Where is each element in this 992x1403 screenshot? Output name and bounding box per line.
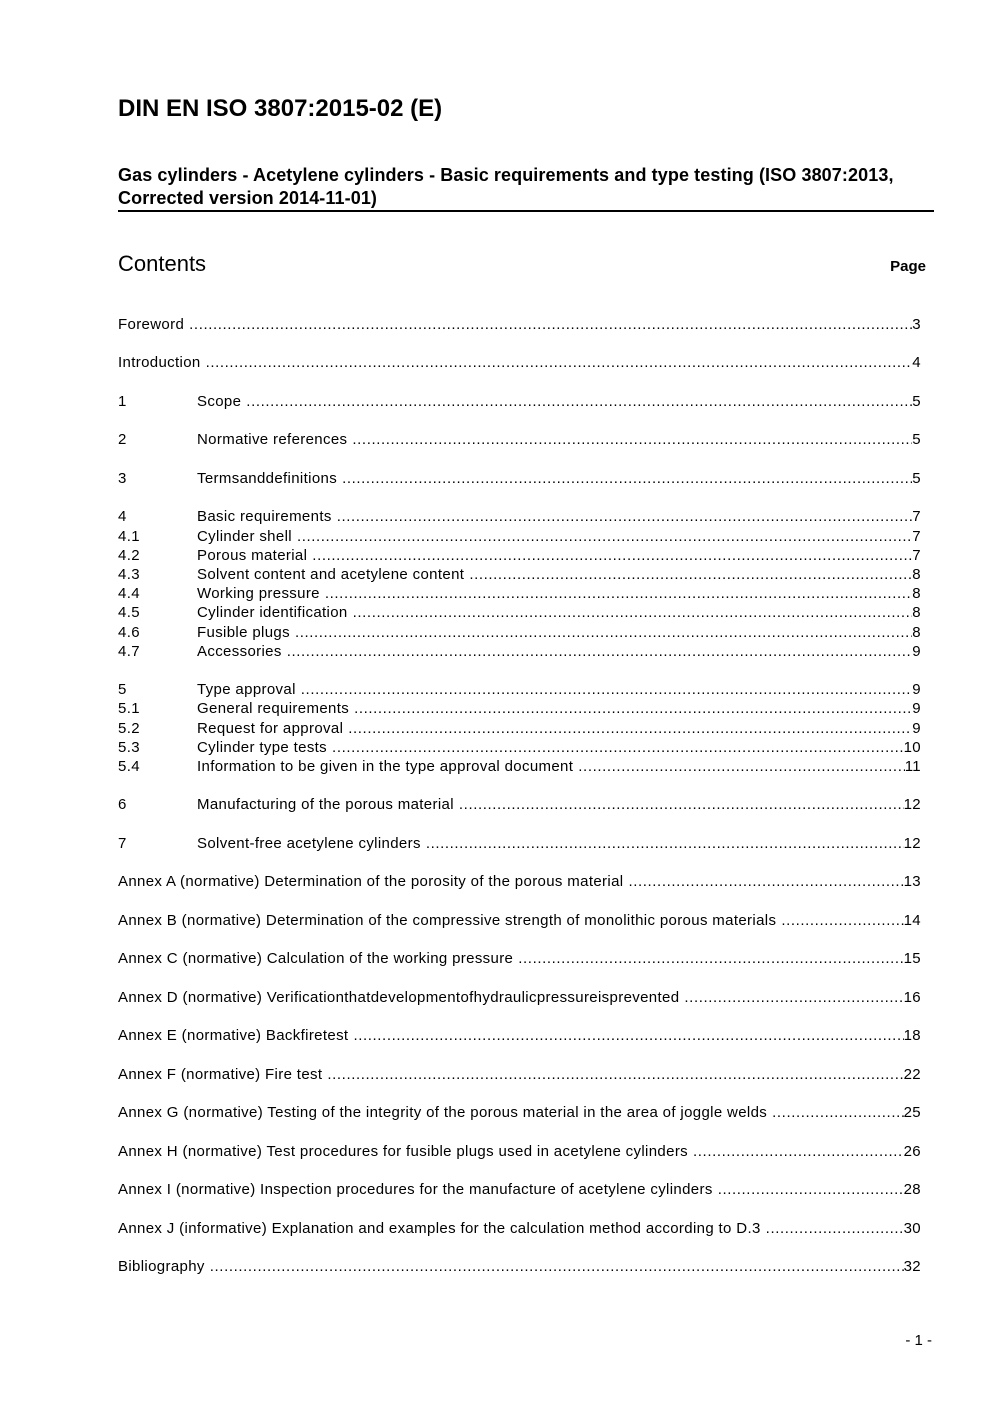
- toc-entry-page: 5: [912, 431, 921, 449]
- toc-entry[interactable]: [118, 795, 921, 814]
- toc-group: [118, 1180, 921, 1199]
- toc-entry-page: 22: [903, 1065, 921, 1083]
- toc-entry-page: 4: [912, 354, 921, 372]
- toc-entry-page: 25: [903, 1104, 921, 1122]
- toc-entry-title: Information to be given in the type approval document: [197, 757, 574, 775]
- dot-leader: [343, 719, 912, 738]
- dot-leader: [761, 1219, 904, 1238]
- toc-group: [118, 353, 921, 372]
- toc-entry-page: 12: [903, 834, 921, 852]
- dot-leader: [776, 911, 903, 930]
- toc-entry-number: 4.3: [118, 565, 140, 583]
- toc-entry[interactable]: [118, 1219, 921, 1238]
- toc-entry[interactable]: [118, 1257, 921, 1276]
- toc-entry[interactable]: [118, 623, 921, 642]
- toc-entry-page: 3: [912, 316, 921, 333]
- dot-leader: [184, 315, 912, 334]
- dot-leader: [307, 546, 912, 565]
- toc-entry-page: 13: [903, 873, 921, 891]
- toc-entry-number: 5.4: [118, 757, 140, 775]
- toc-entry-number: 5.1: [118, 700, 140, 718]
- toc-entry-page: 30: [903, 1219, 921, 1237]
- dot-leader: [322, 1065, 903, 1084]
- toc-entry[interactable]: [118, 1026, 921, 1045]
- toc-entry[interactable]: [118, 527, 921, 546]
- toc-entry-number: 4.6: [118, 623, 140, 641]
- dot-leader: [241, 392, 912, 411]
- toc-entry-title: Termsanddefinitions: [197, 469, 338, 487]
- table-of-contents: [118, 315, 921, 1296]
- toc-entry-title: Porous material: [197, 546, 308, 564]
- toc-entry-title: Fusible plugs: [197, 623, 290, 641]
- document-id-title: DIN EN ISO 3807:2015-02 (E): [118, 95, 443, 122]
- toc-entry-page: 7: [912, 508, 921, 526]
- toc-entry-number: 4.4: [118, 585, 140, 603]
- toc-group: [118, 315, 921, 334]
- toc-group: [118, 507, 921, 661]
- toc-entry[interactable]: [118, 699, 921, 718]
- toc-entry[interactable]: [118, 680, 921, 699]
- dot-leader: [679, 988, 903, 1007]
- dot-leader: [513, 949, 903, 968]
- toc-group: [118, 469, 921, 488]
- dot-leader: [688, 1142, 904, 1161]
- toc-entry-title: Manufacturing of the porous material: [197, 796, 454, 814]
- toc-group: [118, 988, 921, 1007]
- dot-leader: [623, 872, 903, 891]
- dot-leader: [205, 1257, 904, 1276]
- toc-entry-title: Annex E (normative) Backfiretest: [118, 1027, 349, 1045]
- dot-leader: [349, 699, 912, 718]
- toc-entry-title: Scope: [197, 392, 242, 410]
- dot-leader: [347, 430, 912, 449]
- toc-entry-page: 18: [903, 1027, 921, 1045]
- toc-entry-page: 16: [903, 988, 921, 1006]
- toc-entry[interactable]: [118, 872, 921, 891]
- dot-leader: [337, 469, 912, 488]
- toc-entry-page: 32: [903, 1258, 921, 1276]
- toc-entry[interactable]: [118, 642, 921, 661]
- toc-entry[interactable]: [118, 988, 921, 1007]
- toc-entry[interactable]: [118, 757, 921, 776]
- toc-entry[interactable]: [118, 603, 921, 622]
- toc-entry-page: 11: [904, 757, 921, 775]
- dot-leader: [348, 1026, 903, 1045]
- toc-entry-number: 5.2: [118, 719, 140, 737]
- toc-entry-page: 14: [903, 911, 921, 929]
- dot-leader: [282, 642, 913, 661]
- toc-entry-page: 8: [912, 585, 921, 603]
- document-subtitle: Gas cylinders - Acetylene cylinders - Basic requirements and type testing (ISO 3807:2013, Corrected version 2014-11-01): [118, 165, 894, 208]
- toc-entry-page: 9: [912, 642, 921, 660]
- toc-entry[interactable]: [118, 315, 921, 334]
- toc-group: [118, 795, 921, 814]
- toc-entry-number: 7: [118, 834, 127, 852]
- toc-group: [118, 834, 921, 853]
- toc-entry[interactable]: [118, 1065, 921, 1084]
- toc-entry-title: Basic requirements: [197, 508, 332, 526]
- toc-entry-page: 8: [912, 604, 921, 622]
- toc-entry-title: Annex J (informative) Explanation and examples for the calculation method according to D.3: [118, 1219, 761, 1237]
- toc-entry-page: 15: [903, 950, 921, 968]
- toc-group: [118, 1026, 921, 1045]
- toc-entry-page: 12: [903, 796, 921, 814]
- toc-group: [118, 1103, 921, 1122]
- toc-entry[interactable]: [118, 546, 921, 565]
- toc-entry-number: 4.5: [118, 604, 140, 622]
- toc-entry[interactable]: [118, 507, 921, 526]
- toc-entry-number: 4: [118, 508, 127, 526]
- toc-group: [118, 392, 921, 411]
- toc-entry-page: 7: [912, 527, 921, 545]
- toc-entry-title: Request for approval: [197, 719, 344, 737]
- toc-group: [118, 430, 921, 449]
- toc-group: [118, 680, 921, 776]
- toc-entry[interactable]: [118, 719, 921, 738]
- toc-entry[interactable]: [118, 430, 921, 449]
- toc-entry-title: Cylinder identification: [197, 604, 348, 622]
- toc-entry-title: Annex F (normative) Fire test: [118, 1065, 323, 1083]
- toc-entry-page: 28: [903, 1181, 921, 1199]
- toc-entry-page: 26: [903, 1142, 921, 1160]
- toc-entry-title: Solvent content and acetylene content: [197, 565, 465, 583]
- toc-entry-title: Annex B (normative) Determination of the compressive strength of monolithic porous materials: [118, 911, 777, 929]
- toc-entry-title: Annex I (normative) Inspection procedures for the manufacture of acetylene cylinders: [118, 1181, 713, 1199]
- dot-leader: [573, 757, 904, 776]
- toc-entry-page: 5: [912, 469, 921, 487]
- dot-leader: [421, 834, 904, 853]
- toc-entry-page: 10: [903, 738, 921, 756]
- toc-entry-page: 8: [912, 623, 921, 641]
- toc-entry-title: General requirements: [197, 700, 350, 718]
- toc-entry[interactable]: [118, 584, 921, 603]
- page-number-footer: - 1 -: [905, 1332, 932, 1349]
- toc-entry-number: 3: [118, 469, 127, 487]
- page-column-label: Page: [890, 258, 926, 275]
- dot-leader: [464, 565, 912, 584]
- toc-entry-title: Annex G (normative) Testing of the integrity of the porous material in the area of joggle welds: [118, 1104, 768, 1122]
- dot-leader: [292, 527, 912, 546]
- toc-entry-title: Annex A (normative) Determination of the porosity of the porous material: [118, 873, 624, 891]
- toc-entry-page: 9: [912, 700, 921, 718]
- toc-entry-number: 5: [118, 681, 127, 699]
- toc-entry[interactable]: [118, 949, 921, 968]
- toc-entry-title: Normative references: [197, 431, 348, 449]
- toc-entry-title: Accessories: [197, 642, 282, 660]
- toc-entry[interactable]: [118, 911, 921, 930]
- dot-leader: [296, 680, 913, 699]
- toc-group: [118, 911, 921, 930]
- dot-leader: [454, 795, 904, 814]
- dot-leader: [201, 353, 913, 372]
- toc-entry-number: 1: [118, 392, 127, 410]
- dot-leader: [332, 507, 913, 526]
- dot-leader: [320, 584, 912, 603]
- toc-entry-number: 2: [118, 431, 127, 449]
- toc-entry[interactable]: [118, 738, 921, 757]
- toc-entry[interactable]: [118, 565, 921, 584]
- dot-leader: [713, 1180, 904, 1199]
- toc-entry[interactable]: [118, 834, 921, 853]
- toc-entry-title: Annex D (normative) Verificationthatdevelopmentofhydraulicpressureisprevented: [118, 988, 680, 1006]
- toc-entry-title: Type approval: [197, 681, 296, 699]
- toc-group: [118, 949, 921, 968]
- toc-entry[interactable]: [118, 469, 921, 488]
- toc-entry[interactable]: [118, 392, 921, 411]
- toc-entry-title: Cylinder type tests: [197, 738, 328, 756]
- toc-entry-title: Annex H (normative) Test procedures for fusible plugs used in acetylene cylinders: [118, 1142, 689, 1160]
- toc-entry-title: Solvent-free acetylene cylinders: [197, 834, 421, 852]
- toc-entry[interactable]: [118, 353, 921, 372]
- toc-entry-title: Introduction: [118, 354, 201, 372]
- toc-group: [118, 1142, 921, 1161]
- toc-entry-page: 7: [912, 546, 921, 564]
- toc-entry-page: 5: [912, 392, 921, 410]
- toc-entry-number: 4.2: [118, 546, 140, 564]
- toc-entry-page: 9: [912, 681, 921, 699]
- toc-group: [118, 1065, 921, 1084]
- toc-entry-number: 6: [118, 796, 127, 814]
- dot-leader: [290, 623, 912, 642]
- dot-leader: [767, 1103, 903, 1122]
- toc-entry[interactable]: [118, 1103, 921, 1122]
- toc-entry-number: 4.7: [118, 642, 140, 660]
- dot-leader: [348, 603, 913, 622]
- toc-entry-title: Working pressure: [197, 585, 320, 603]
- toc-entry-title: Foreword: [118, 316, 185, 333]
- toc-entry-page: 8: [912, 565, 921, 583]
- toc-entry-title: Bibliography: [118, 1258, 205, 1276]
- toc-entry-number: 4.1: [118, 527, 140, 545]
- toc-entry-page: 9: [912, 719, 921, 737]
- toc-group: [118, 872, 921, 891]
- toc-group: [118, 1219, 921, 1238]
- toc-entry-number: 5.3: [118, 738, 140, 756]
- toc-entry[interactable]: [118, 1142, 921, 1161]
- contents-heading: Contents: [118, 251, 207, 276]
- toc-entry-title: Annex C (normative) Calculation of the working pressure: [118, 950, 514, 968]
- toc-entry[interactable]: [118, 1180, 921, 1199]
- toc-group: [118, 1257, 921, 1276]
- toc-entry-title: Cylinder shell: [197, 527, 292, 545]
- dot-leader: [327, 738, 904, 757]
- header-rule: [118, 210, 934, 212]
